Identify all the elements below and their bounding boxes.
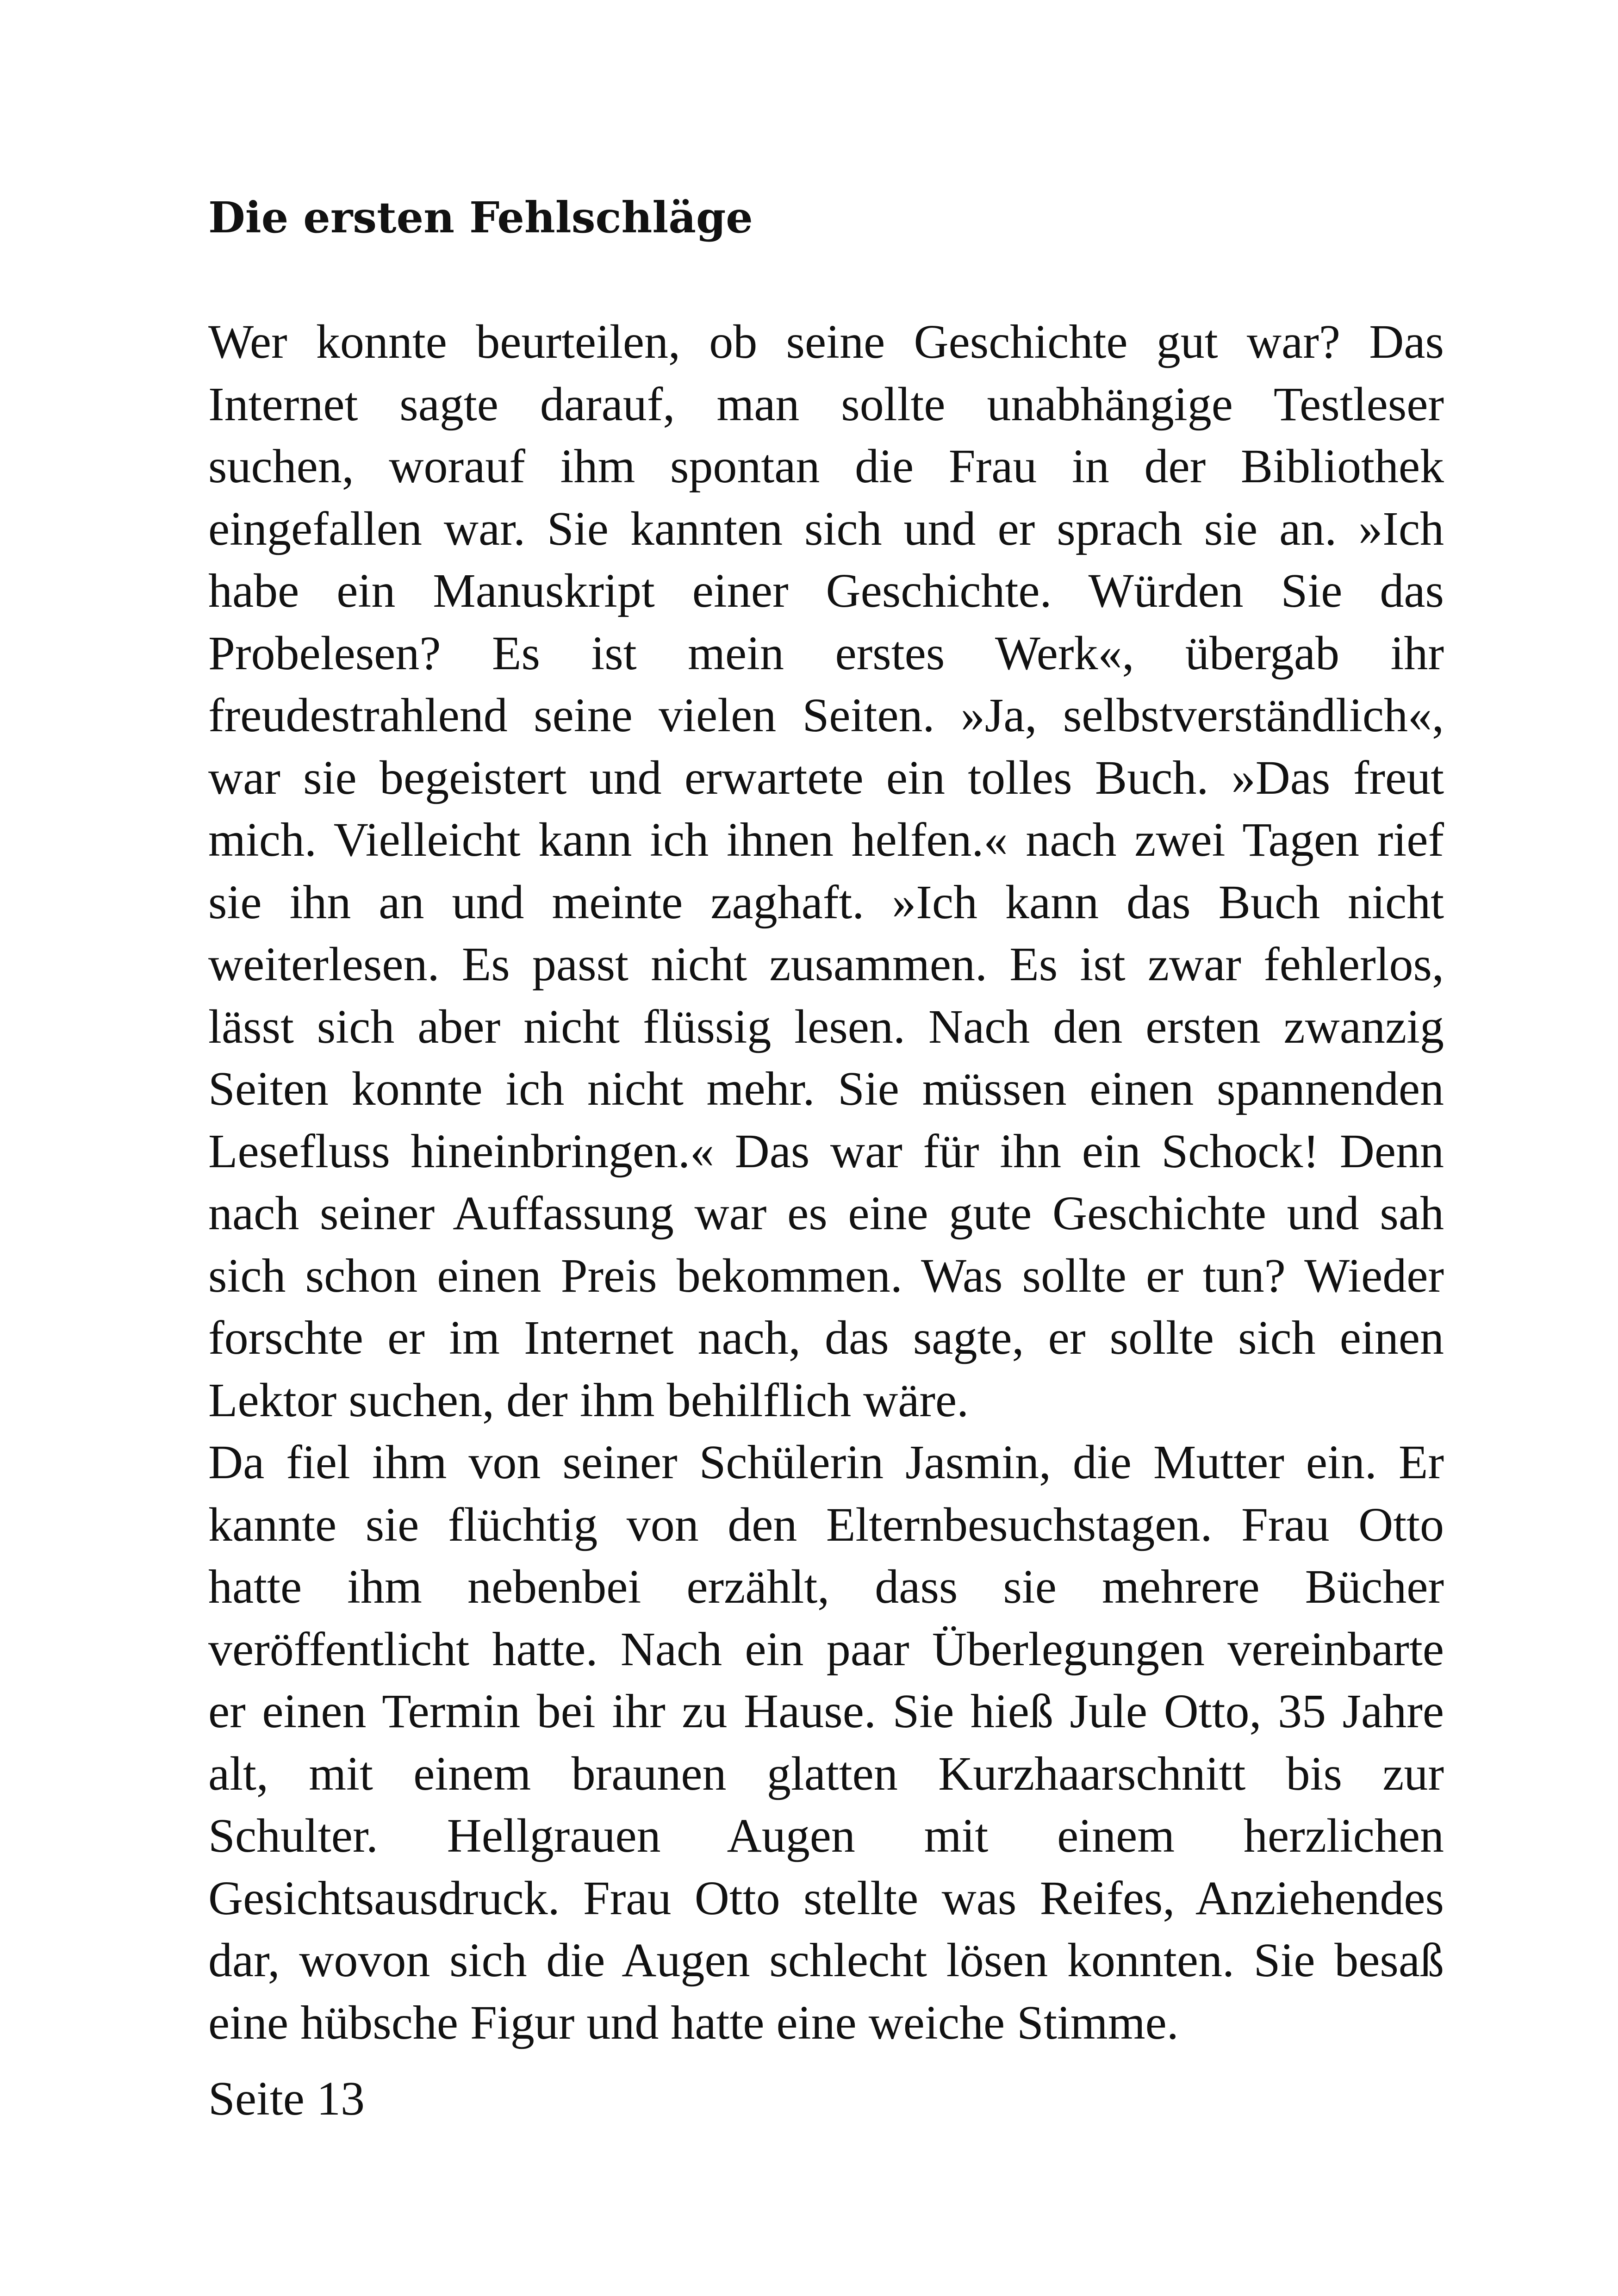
- text-line: war sie begeistert und erwartete ein tolles Buch. »Das freut: [208, 751, 1444, 804]
- body-text: [208, 311, 1444, 2054]
- text-line: Da fiel ihm von seiner Schülerin Jasmin, die Mutter ein. Er: [208, 1436, 1444, 1489]
- text-line: sie ihn an und meinte zaghaft. »Ich kann das Buch nicht: [208, 875, 1444, 929]
- chapter-heading: Die ersten Fehlschläge: [208, 193, 753, 243]
- text-line: Schulter. Hellgrauen Augen mit einem herzlichen: [208, 1809, 1444, 1862]
- text-line: forschte er im Internet nach, das sagte, er sollte sich einen: [208, 1311, 1444, 1364]
- text-line: veröffentlicht hatte. Nach ein paar Überlegungen vereinbarte: [208, 1622, 1444, 1676]
- text-line: Probelesen? Es ist mein erstes Werk«, übergab ihr: [208, 626, 1444, 680]
- text-line: Gesichtsausdruck. Frau Otto stellte was Reifes, Anziehendes: [208, 1871, 1444, 1925]
- text-line: Lesefluss hineinbringen.« Das war für ihn ein Schock! Denn: [208, 1124, 1444, 1178]
- text-line: Internet sagte darauf, man sollte unabhängige Testleser: [208, 377, 1444, 431]
- text-line: nach seiner Auffassung war es eine gute Geschichte und sah: [208, 1187, 1444, 1240]
- text-line: eingefallen war. Sie kannten sich und er sprach sie an. »Ich: [208, 502, 1444, 555]
- page-number: Seite 13: [208, 2072, 365, 2125]
- text-line: sich schon einen Preis bekommen. Was sollte er tun? Wieder: [208, 1249, 1444, 1302]
- text-line: er einen Termin bei ihr zu Hause. Sie hieß Jule Otto, 35 Jahre: [208, 1685, 1444, 1738]
- text-line: freudestrahlend seine vielen Seiten. »Ja, selbstverständlich«,: [208, 689, 1444, 742]
- text-line: kannte sie flüchtig von den Elternbesuchstagen. Frau Otto: [208, 1498, 1444, 1551]
- text-line: alt, mit einem braunen glatten Kurzhaarschnitt bis zur: [208, 1747, 1444, 1800]
- text-line: hatte ihm nebenbei erzählt, dass sie mehrere Bücher: [208, 1560, 1444, 1613]
- text-line: mich. Vielleicht kann ich ihnen helfen.« nach zwei Tagen rief: [208, 813, 1444, 866]
- text-line: eine hübsche Figur und hatte eine weiche Stimme.: [208, 1996, 1179, 2049]
- text-line: suchen, worauf ihm spontan die Frau in der Bibliothek: [208, 440, 1444, 493]
- text-line: Wer konnte beurteilen, ob seine Geschichte gut war? Das: [208, 315, 1444, 368]
- text-line: weiterlesen. Es passt nicht zusammen. Es ist zwar fehlerlos,: [208, 938, 1444, 991]
- text-line: lässt sich aber nicht flüssig lesen. Nach den ersten zwanzig: [208, 1000, 1444, 1053]
- text-line: habe ein Manuskript einer Geschichte. Würden Sie das: [208, 564, 1444, 617]
- text-line: Lektor suchen, der ihm behilflich wäre.: [208, 1373, 969, 1427]
- text-line: Seiten konnte ich nicht mehr. Sie müssen einen spannenden: [208, 1062, 1444, 1115]
- text-line: dar, wovon sich die Augen schlecht lösen konnten. Sie besaß: [208, 1934, 1444, 1987]
